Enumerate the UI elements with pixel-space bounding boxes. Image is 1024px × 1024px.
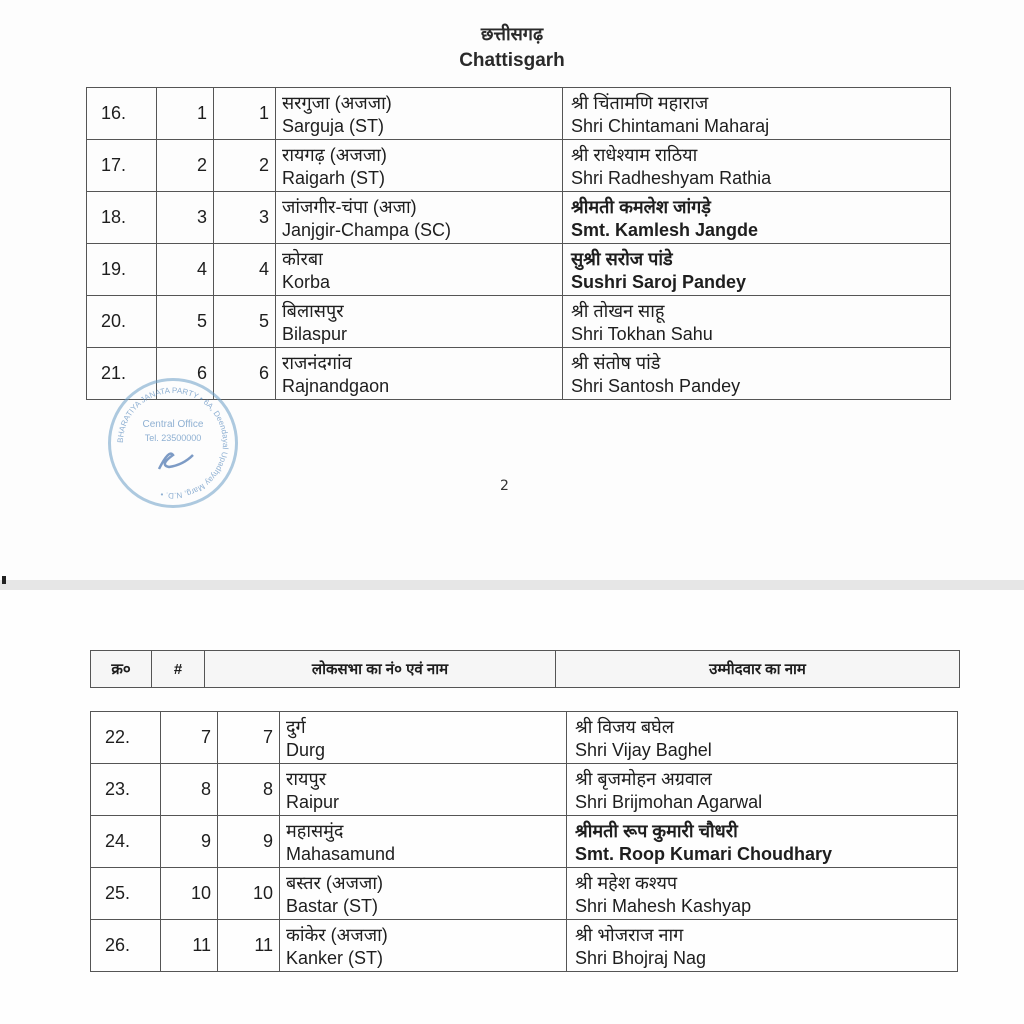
candidate-english: Shri Tokhan Sahu — [571, 323, 713, 344]
serial-number: 25. — [91, 868, 161, 920]
state-seat-number: 10 — [161, 868, 218, 920]
constituency-hindi: बस्तर (अजजा) — [286, 872, 384, 893]
candidate-cell — [563, 140, 951, 192]
header-hash: # — [152, 651, 205, 688]
candidate-hindi: सुश्री सरोज पांडे — [571, 248, 673, 269]
serial-number: 22. — [91, 712, 161, 764]
header-sr: क्र० — [91, 651, 152, 688]
constituency-cell — [276, 88, 563, 140]
header-constituency: लोकसभा का नं० एवं नाम — [205, 651, 556, 688]
constituency-number: 7 — [218, 712, 280, 764]
serial-number: 17. — [87, 140, 157, 192]
table-row — [91, 712, 958, 764]
constituency-cell — [276, 192, 563, 244]
state-seat-number: 3 — [157, 192, 214, 244]
constituency-cell — [280, 764, 567, 816]
constituency-number: 9 — [218, 816, 280, 868]
candidate-english: Shri Mahesh Kashyap — [575, 895, 752, 916]
seal-ring-text: BHARATIYA JANATA PARTY • 6A, Deendayal Upadhyay Marg, N.D. • — [115, 385, 231, 501]
candidate-cell — [567, 868, 958, 920]
candidate-table-2 — [90, 711, 958, 972]
candidate-english: Shri Santosh Pandey — [571, 375, 741, 396]
constituency-english: Raigarh (ST) — [282, 167, 386, 188]
constituency-number: 11 — [218, 920, 280, 972]
constituency-english: Rajnandgaon — [282, 375, 390, 396]
state-seat-number: 4 — [157, 244, 214, 296]
candidate-cell — [567, 920, 958, 972]
candidate-cell — [567, 764, 958, 816]
candidate-cell — [563, 296, 951, 348]
constituency-hindi: सरगुजा (अजजा) — [282, 92, 392, 113]
constituency-english: Durg — [286, 739, 326, 760]
constituency-number: 10 — [218, 868, 280, 920]
candidate-hindi: श्री तोखन साहू — [571, 300, 665, 321]
seal-center-text: Central Office — [142, 419, 204, 430]
candidate-english: Smt. Roop Kumari Choudhary — [575, 843, 833, 864]
candidate-hindi: श्रीमती रूप कुमारी चौधरी — [575, 820, 738, 841]
candidate-english: Shri Chintamani Maharaj — [571, 115, 770, 136]
constituency-number: 6 — [214, 348, 276, 400]
candidate-hindi: श्री भोजराज नाग — [575, 924, 684, 945]
candidate-hindi: श्री महेश कश्यप — [575, 872, 678, 893]
constituency-english: Bilaspur — [282, 323, 348, 344]
candidate-cell — [563, 244, 951, 296]
constituency-number: 3 — [214, 192, 276, 244]
serial-number: 24. — [91, 816, 161, 868]
page-edge-mark — [2, 576, 6, 584]
table-row — [91, 868, 958, 920]
constituency-cell — [276, 348, 563, 400]
candidate-hindi: श्रीमती कमलेश जांगड़े — [571, 196, 711, 217]
candidate-english: Shri Bhojraj Nag — [575, 947, 707, 968]
candidate-cell — [563, 192, 951, 244]
constituency-hindi: रायगढ़ (अजजा) — [282, 144, 387, 165]
constituency-english: Raipur — [286, 791, 340, 812]
candidate-english: Shri Brijmohan Agarwal — [575, 791, 763, 812]
constituency-hindi: जांजगीर-चंपा (अजा) — [282, 196, 417, 217]
candidate-hindi: श्री चिंतामणि महाराज — [571, 92, 709, 113]
constituency-cell — [276, 244, 563, 296]
constituency-cell — [280, 712, 567, 764]
constituency-hindi: रायपुर — [286, 768, 327, 789]
constituency-number: 2 — [214, 140, 276, 192]
candidate-hindi: श्री बृजमोहन अग्रवाल — [575, 768, 712, 789]
seal-tel-text: Tel. 23500000 — [144, 433, 202, 443]
constituency-number: 8 — [218, 764, 280, 816]
page-separator — [0, 580, 1024, 590]
candidate-english: Shri Radheshyam Rathia — [571, 167, 772, 188]
candidate-cell — [563, 88, 951, 140]
seal-ring — [111, 381, 235, 505]
state-seat-number: 2 — [157, 140, 214, 192]
state-title-english: Chattisgarh — [459, 50, 565, 71]
state-seat-number: 9 — [161, 816, 218, 868]
serial-number: 18. — [87, 192, 157, 244]
candidate-cell — [567, 816, 958, 868]
candidate-cell — [567, 712, 958, 764]
constituency-hindi: राजनंदगांव — [282, 352, 352, 373]
serial-number: 23. — [91, 764, 161, 816]
constituency-english: Mahasamund — [286, 843, 396, 864]
state-seat-number: 6 — [157, 348, 214, 400]
table-row — [91, 816, 958, 868]
constituency-english: Janjgir-Champa (SC) — [282, 219, 452, 240]
state-title-hindi: छत्तीसगढ़ — [480, 24, 544, 44]
constituency-cell — [276, 140, 563, 192]
party-seal-stamp — [108, 378, 238, 508]
constituency-hindi: बिलासपुर — [282, 300, 344, 321]
constituency-hindi: कांकेर (अजजा) — [286, 924, 388, 945]
constituency-hindi: दुर्ग — [286, 716, 306, 737]
state-seat-number: 1 — [157, 88, 214, 140]
table-row — [87, 244, 951, 296]
serial-number: 16. — [87, 88, 157, 140]
candidate-english: Shri Vijay Baghel — [575, 739, 712, 760]
candidate-hindi: श्री विजय बघेल — [575, 716, 674, 737]
svg-text:BHARATIYA JANATA PARTY • 6A, D — [116, 386, 230, 500]
constituency-number: 4 — [214, 244, 276, 296]
table-row — [87, 140, 951, 192]
table-row — [87, 296, 951, 348]
candidate-cell — [563, 348, 951, 400]
table-row — [87, 192, 951, 244]
constituency-english: Kanker (ST) — [286, 947, 384, 968]
header-candidate: उम्मीदवार का नाम — [556, 651, 960, 688]
table-row — [87, 88, 951, 140]
constituency-english: Sarguja (ST) — [282, 115, 385, 136]
constituency-cell — [280, 920, 567, 972]
table-header — [90, 650, 960, 688]
state-seat-number: 5 — [157, 296, 214, 348]
candidate-english: Sushri Saroj Pandey — [571, 271, 747, 292]
state-seat-number: 8 — [161, 764, 218, 816]
state-seat-number: 7 — [161, 712, 218, 764]
constituency-cell — [280, 816, 567, 868]
constituency-hindi: कोरबा — [282, 248, 323, 269]
serial-number: 19. — [87, 244, 157, 296]
state-seat-number: 11 — [161, 920, 218, 972]
constituency-hindi: महासमुंद — [286, 820, 344, 841]
constituency-number: 5 — [214, 296, 276, 348]
constituency-cell — [276, 296, 563, 348]
serial-number: 21. — [87, 348, 157, 400]
candidate-english: Smt. Kamlesh Jangde — [571, 219, 759, 240]
constituency-english: Korba — [282, 271, 331, 292]
table-row — [91, 764, 958, 816]
serial-number: 26. — [91, 920, 161, 972]
table-row — [91, 920, 958, 972]
page-number: 2 — [500, 478, 509, 494]
candidate-hindi: श्री राधेश्याम राठिया — [571, 144, 698, 165]
serial-number: 20. — [87, 296, 157, 348]
candidate-hindi: श्री संतोष पांडे — [571, 352, 661, 373]
constituency-english: Bastar (ST) — [286, 895, 379, 916]
constituency-number: 1 — [214, 88, 276, 140]
candidate-table-1 — [86, 87, 951, 400]
constituency-cell — [280, 868, 567, 920]
